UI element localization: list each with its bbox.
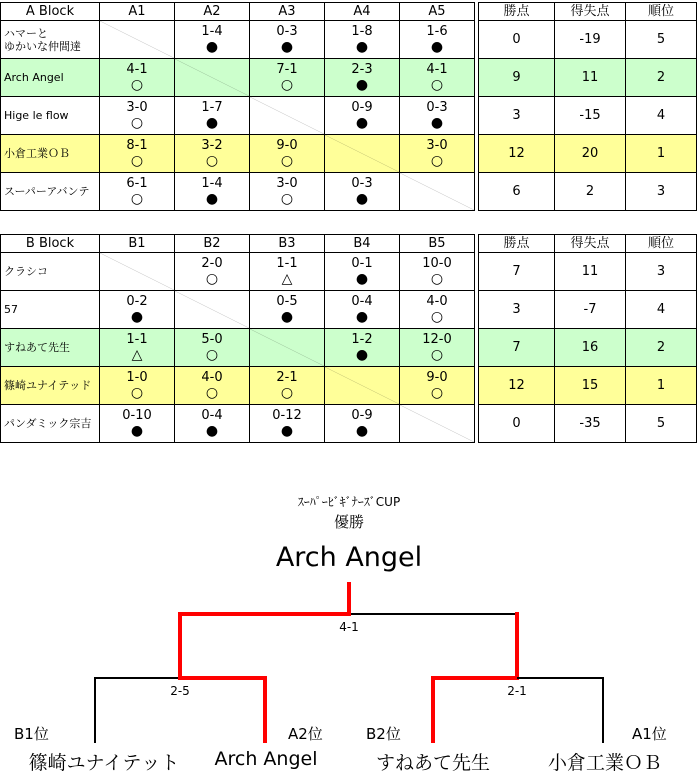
column-header: 順位 xyxy=(626,3,697,21)
win-mark-icon xyxy=(400,309,474,325)
win-mark-icon xyxy=(400,153,474,169)
team-name: 篠崎ユナイテッド xyxy=(1,367,100,405)
column-header: B Block xyxy=(1,235,100,253)
match-score: 1-0 xyxy=(126,370,148,385)
header-row xyxy=(1,3,697,21)
team-row xyxy=(1,21,697,59)
goal-difference-cell: -15 xyxy=(555,97,626,135)
match-score: 9-0 xyxy=(426,370,448,385)
self-match-cell xyxy=(400,405,475,443)
rank-cell: 1 xyxy=(626,367,697,405)
team-name: 小倉工業ＯＢ xyxy=(1,135,100,173)
loss-mark-icon xyxy=(325,347,399,363)
match-result-cell xyxy=(100,329,175,367)
win-mark-icon xyxy=(175,347,249,363)
win-mark-icon xyxy=(250,153,324,169)
match-score: 0-4 xyxy=(201,408,223,423)
win-mark-icon xyxy=(250,77,324,93)
column-header: B1 xyxy=(100,235,175,253)
team-name: ハマーと ゆかいな仲間達 xyxy=(1,21,100,59)
goal-difference-cell: -35 xyxy=(555,405,626,443)
loss-mark-icon xyxy=(175,191,249,207)
self-match-cell xyxy=(250,329,325,367)
loss-mark-icon xyxy=(325,77,399,93)
match-result-cell xyxy=(175,173,250,211)
match-score: 6-1 xyxy=(126,176,148,191)
match-result-cell xyxy=(250,405,325,443)
rank-cell: 5 xyxy=(626,21,697,59)
match-result-cell xyxy=(100,405,175,443)
goal-difference-cell: 11 xyxy=(555,59,626,97)
match-result-cell xyxy=(250,291,325,329)
match-result-cell xyxy=(250,253,325,291)
match-result-cell xyxy=(175,135,250,173)
points-cell: 6 xyxy=(479,173,555,211)
match-result-cell xyxy=(175,21,250,59)
loss-mark-icon xyxy=(325,423,399,439)
goal-difference-cell: 16 xyxy=(555,329,626,367)
win-mark-icon xyxy=(250,191,324,207)
match-score: 1-4 xyxy=(201,176,223,191)
seed-a2: A2位 xyxy=(288,725,323,743)
match-result-cell xyxy=(175,367,250,405)
match-score: 0-12 xyxy=(272,408,302,423)
bracket-line-semi1-left xyxy=(94,677,180,679)
match-score: 0-3 xyxy=(276,24,298,39)
bracket-line-a1-stem xyxy=(602,677,604,743)
rank-cell: 4 xyxy=(626,97,697,135)
match-result-cell xyxy=(400,367,475,405)
loss-mark-icon xyxy=(100,309,174,325)
goal-difference-cell: 11 xyxy=(555,253,626,291)
winner-line-final-left xyxy=(178,612,351,616)
loss-mark-icon xyxy=(250,39,324,55)
draw-mark-icon xyxy=(250,271,324,287)
match-result-cell xyxy=(175,329,250,367)
match-result-cell xyxy=(250,173,325,211)
self-match-cell xyxy=(175,291,250,329)
points-cell: 9 xyxy=(479,59,555,97)
column-header: 勝点 xyxy=(479,3,555,21)
draw-mark-icon xyxy=(100,347,174,363)
column-header: B4 xyxy=(325,235,400,253)
semi2-score: 2-1 xyxy=(507,684,527,698)
points-cell: 0 xyxy=(479,21,555,59)
win-mark-icon xyxy=(100,191,174,207)
match-score: 0-4 xyxy=(351,294,373,309)
match-score: 0-3 xyxy=(426,100,448,115)
loss-mark-icon xyxy=(175,39,249,55)
self-match-cell xyxy=(100,21,175,59)
team-name: パンダミック宗吉 xyxy=(1,405,100,443)
rank-cell: 2 xyxy=(626,329,697,367)
points-cell: 7 xyxy=(479,329,555,367)
self-match-cell xyxy=(100,253,175,291)
match-result-cell xyxy=(250,135,325,173)
winner-line-a2-stem xyxy=(263,676,267,743)
column-header: A Block xyxy=(1,3,100,21)
match-result-cell xyxy=(325,291,400,329)
column-header: 得失点 xyxy=(555,3,626,21)
loss-mark-icon xyxy=(250,309,324,325)
match-score: 5-0 xyxy=(201,332,223,347)
match-score: 4-1 xyxy=(126,62,148,77)
loss-mark-icon xyxy=(400,115,474,131)
loss-mark-icon xyxy=(325,271,399,287)
match-result-cell xyxy=(325,173,400,211)
match-result-cell xyxy=(100,173,175,211)
column-header: A1 xyxy=(100,3,175,21)
tournament-bracket xyxy=(0,490,697,776)
match-score: 12-0 xyxy=(422,332,452,347)
points-cell: 7 xyxy=(479,253,555,291)
match-score: 0-1 xyxy=(351,256,373,271)
points-cell: 0 xyxy=(479,405,555,443)
goal-difference-cell: -19 xyxy=(555,21,626,59)
winner-line-semi-left-stem xyxy=(178,612,182,678)
seed-b2: B2位 xyxy=(366,725,401,743)
win-mark-icon xyxy=(175,385,249,401)
winner-line-semi2-left xyxy=(431,676,519,680)
team-b2: すねあて先生 xyxy=(375,752,491,774)
team-row xyxy=(1,59,697,97)
b-block-table xyxy=(0,234,697,443)
loss-mark-icon xyxy=(325,39,399,55)
win-mark-icon xyxy=(100,115,174,131)
self-match-cell xyxy=(250,97,325,135)
match-result-cell xyxy=(400,97,475,135)
winner-line-semi1-right xyxy=(178,676,267,680)
match-score: 0-9 xyxy=(351,408,373,423)
column-header: A4 xyxy=(325,3,400,21)
column-header: B3 xyxy=(250,235,325,253)
header-row xyxy=(1,235,697,253)
match-result-cell xyxy=(175,97,250,135)
final-score: 4-1 xyxy=(339,620,359,634)
goal-difference-cell: 2 xyxy=(555,173,626,211)
column-header: 勝点 xyxy=(479,235,555,253)
champion-name: Arch Angel xyxy=(275,542,423,573)
seed-b1: B1位 xyxy=(14,725,49,743)
match-result-cell xyxy=(400,59,475,97)
team-row xyxy=(1,253,697,291)
team-row xyxy=(1,173,697,211)
match-score: 4-0 xyxy=(201,370,223,385)
match-result-cell xyxy=(325,253,400,291)
rank-cell: 5 xyxy=(626,405,697,443)
bracket-line-final-right xyxy=(351,613,518,615)
match-score: 1-1 xyxy=(276,256,298,271)
column-header: A2 xyxy=(175,3,250,21)
rank-cell: 2 xyxy=(626,59,697,97)
match-score: 10-0 xyxy=(422,256,452,271)
match-score: 4-0 xyxy=(426,294,448,309)
team-row xyxy=(1,405,697,443)
win-mark-icon xyxy=(400,77,474,93)
loss-mark-icon xyxy=(175,423,249,439)
match-result-cell xyxy=(100,59,175,97)
points-cell: 12 xyxy=(479,135,555,173)
match-result-cell xyxy=(400,21,475,59)
match-score: 8-1 xyxy=(126,138,148,153)
semi1-score: 2-5 xyxy=(170,684,190,698)
self-match-cell xyxy=(400,173,475,211)
winner-line-b2-stem xyxy=(431,676,435,743)
match-result-cell xyxy=(325,59,400,97)
team-row xyxy=(1,97,697,135)
loss-mark-icon xyxy=(100,423,174,439)
team-row xyxy=(1,291,697,329)
match-result-cell xyxy=(175,253,250,291)
match-result-cell xyxy=(400,253,475,291)
win-mark-icon xyxy=(100,77,174,93)
match-result-cell xyxy=(325,21,400,59)
match-score: 4-1 xyxy=(426,62,448,77)
points-cell: 3 xyxy=(479,97,555,135)
loss-mark-icon xyxy=(325,309,399,325)
win-mark-icon xyxy=(175,153,249,169)
match-result-cell xyxy=(250,367,325,405)
match-score: 3-0 xyxy=(276,176,298,191)
rank-cell: 3 xyxy=(626,173,697,211)
match-result-cell xyxy=(325,97,400,135)
winner-line-semi-right-stem xyxy=(515,612,519,678)
self-match-cell xyxy=(325,135,400,173)
win-mark-icon xyxy=(250,385,324,401)
loss-mark-icon xyxy=(175,115,249,131)
match-result-cell xyxy=(100,97,175,135)
loss-mark-icon xyxy=(250,423,324,439)
match-score: 3-0 xyxy=(126,100,148,115)
match-score: 1-8 xyxy=(351,24,373,39)
column-header: B2 xyxy=(175,235,250,253)
bracket-line-semi2-right xyxy=(517,677,604,679)
winner-line-final-stem xyxy=(347,582,351,615)
match-result-cell xyxy=(325,405,400,443)
team-a2: Arch Angel xyxy=(214,748,318,770)
goal-difference-cell: -7 xyxy=(555,291,626,329)
self-match-cell xyxy=(175,59,250,97)
match-score: 0-10 xyxy=(122,408,152,423)
champion-label: 優勝 xyxy=(333,513,365,531)
match-result-cell xyxy=(400,291,475,329)
match-result-cell xyxy=(325,329,400,367)
team-name: Hige le flow xyxy=(1,97,100,135)
rank-cell: 3 xyxy=(626,253,697,291)
match-result-cell xyxy=(100,135,175,173)
loss-mark-icon xyxy=(325,115,399,131)
team-name: 57 xyxy=(1,291,100,329)
win-mark-icon xyxy=(400,271,474,287)
match-score: 2-0 xyxy=(201,256,223,271)
win-mark-icon xyxy=(100,385,174,401)
seed-a1: A1位 xyxy=(632,725,667,743)
goal-difference-cell: 20 xyxy=(555,135,626,173)
team-name: すねあて先生 xyxy=(1,329,100,367)
win-mark-icon xyxy=(400,347,474,363)
rank-cell: 4 xyxy=(626,291,697,329)
match-score: 2-1 xyxy=(276,370,298,385)
column-header: 得失点 xyxy=(555,235,626,253)
match-result-cell xyxy=(175,405,250,443)
match-score: 9-0 xyxy=(276,138,298,153)
match-score: 1-6 xyxy=(426,24,448,39)
team-b1: 篠崎ユナイテット xyxy=(28,752,180,774)
win-mark-icon xyxy=(100,153,174,169)
match-score: 1-2 xyxy=(351,332,373,347)
match-result-cell xyxy=(100,291,175,329)
cup-name: ｽｰﾊﾟｰﾋﾞｷﾞﾅｰｽﾞCUP xyxy=(297,495,401,509)
match-score: 1-4 xyxy=(201,24,223,39)
column-header: 順位 xyxy=(626,235,697,253)
team-name: クラシコ xyxy=(1,253,100,291)
column-header: A3 xyxy=(250,3,325,21)
team-name: スーパーアバンテ xyxy=(1,173,100,211)
team-row xyxy=(1,135,697,173)
column-header: A5 xyxy=(400,3,475,21)
team-a1: 小倉工業ＯＢ xyxy=(547,752,663,774)
match-score: 0-2 xyxy=(126,294,148,309)
team-name: Arch Angel xyxy=(1,59,100,97)
match-result-cell xyxy=(400,329,475,367)
win-mark-icon xyxy=(400,385,474,401)
points-cell: 3 xyxy=(479,291,555,329)
loss-mark-icon xyxy=(325,191,399,207)
match-score: 3-2 xyxy=(201,138,223,153)
goal-difference-cell: 15 xyxy=(555,367,626,405)
match-score: 7-1 xyxy=(276,62,298,77)
match-result-cell xyxy=(250,21,325,59)
match-result-cell xyxy=(250,59,325,97)
a-block-table xyxy=(0,2,697,211)
loss-mark-icon xyxy=(400,39,474,55)
match-score: 0-9 xyxy=(351,100,373,115)
points-cell: 12 xyxy=(479,367,555,405)
match-score: 1-1 xyxy=(126,332,148,347)
bracket-line-b1-stem xyxy=(94,677,96,743)
match-score: 0-5 xyxy=(276,294,298,309)
team-row xyxy=(1,367,697,405)
column-header: B5 xyxy=(400,235,475,253)
match-result-cell xyxy=(100,367,175,405)
match-score: 3-0 xyxy=(426,138,448,153)
match-result-cell xyxy=(400,135,475,173)
self-match-cell xyxy=(325,367,400,405)
win-mark-icon xyxy=(175,271,249,287)
match-score: 1-7 xyxy=(201,100,223,115)
match-score: 2-3 xyxy=(351,62,373,77)
match-score: 0-3 xyxy=(351,176,373,191)
rank-cell: 1 xyxy=(626,135,697,173)
team-row xyxy=(1,329,697,367)
